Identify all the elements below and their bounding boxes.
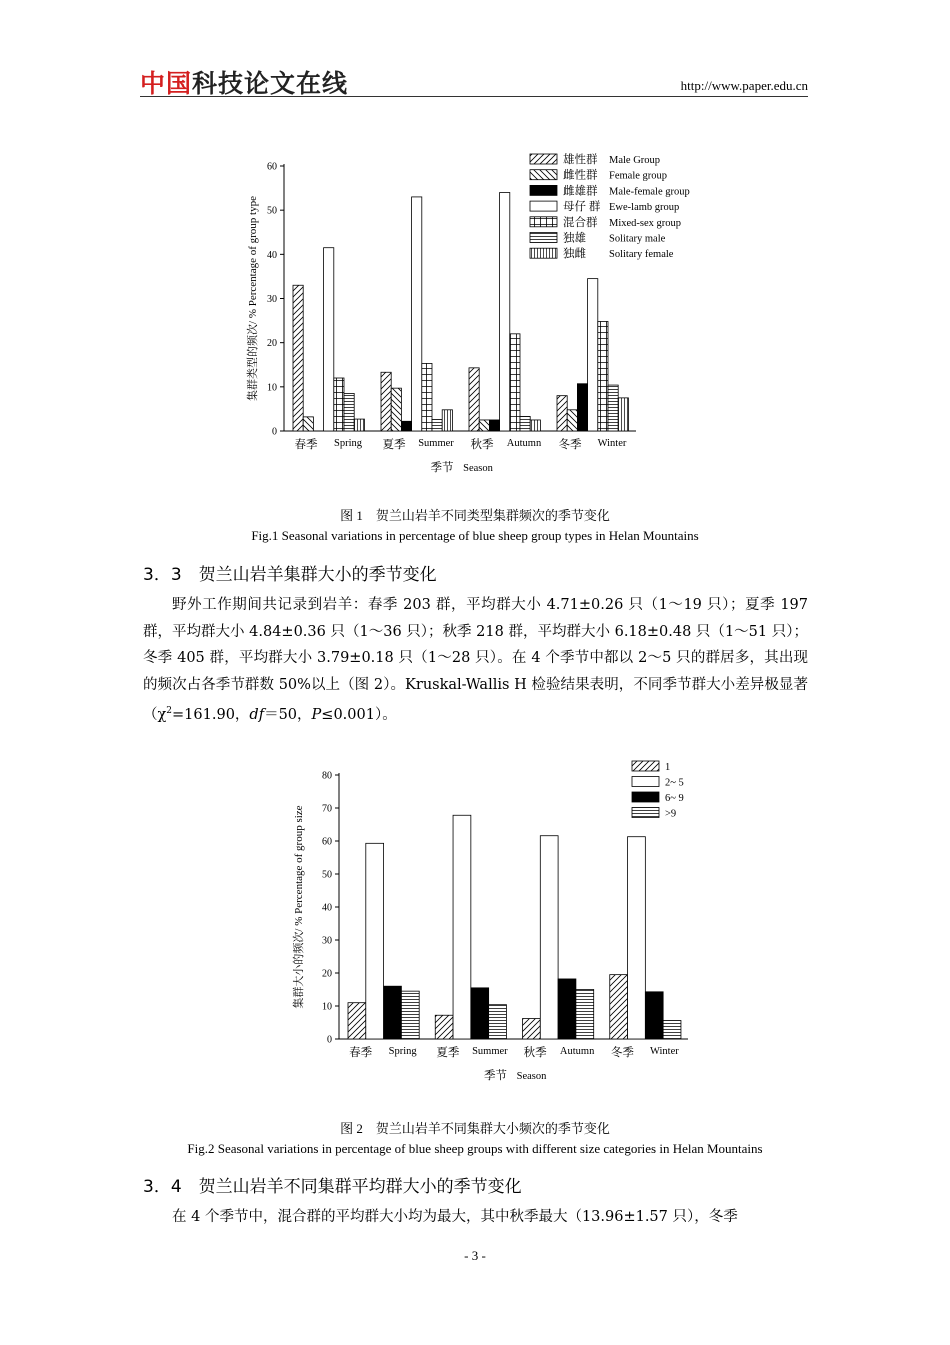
bar-autumn-5 — [520, 416, 530, 431]
bar-autumn-1 — [540, 836, 558, 1039]
bar-autumn-3 — [576, 990, 594, 1040]
bar-autumn-2 — [489, 420, 499, 431]
bar-summer-5 — [432, 420, 442, 431]
y-tick-label: 80 — [322, 770, 332, 782]
x-tick-label-cn: 春季 — [294, 439, 318, 451]
y-axis-label: 集群类型的频次/ % Percentage of group type — [247, 196, 259, 401]
logo-text: 科技论文在线 — [192, 69, 349, 98]
x-axis-label-en: Season — [516, 1071, 547, 1082]
bar-summer-4 — [422, 363, 432, 431]
legend-label-en: Solitary male — [609, 233, 666, 245]
legend-label-en: 6~ 9 — [665, 793, 684, 804]
bar-winter-0 — [610, 975, 628, 1039]
x-tick-label-cn: 秋季 — [523, 1047, 547, 1059]
section-3-4-paragraph: 在 4 个季节中，混合群的平均群大小均为最大，其中秋季最大（13.96±1.57 只），冬季 — [172, 1209, 738, 1225]
bar-summer-6 — [442, 410, 452, 431]
bar-winter-3 — [663, 1021, 681, 1039]
legend-label-en: Solitary female — [609, 249, 674, 261]
p-label: P — [311, 706, 322, 723]
x-tick-label-en: Winter — [650, 1046, 679, 1057]
legend-label-en: Ewe-lamb group — [609, 202, 680, 214]
x-axis-label-cn: 季节 — [430, 462, 454, 474]
bar-summer-3 — [412, 197, 422, 431]
legend-label-cn: 独雄 — [563, 232, 586, 245]
df-label: df — [249, 706, 265, 723]
bar-spring-6 — [354, 419, 364, 431]
legend-swatch — [530, 170, 557, 180]
legend-swatch — [530, 248, 557, 258]
x-tick-label-cn: 夏季 — [382, 439, 406, 451]
chi-symbol: χ — [157, 706, 167, 723]
bar-spring-0 — [293, 285, 303, 431]
bar-spring-5 — [344, 393, 354, 431]
x-tick-label-en: Spring — [388, 1046, 417, 1057]
bar-spring-0 — [348, 1003, 366, 1039]
x-tick-label-en: Summer — [472, 1046, 508, 1057]
y-tick-label: 60 — [322, 836, 332, 848]
bar-autumn-2 — [558, 979, 576, 1039]
y-tick-label: 20 — [322, 968, 332, 980]
y-tick-label: 50 — [267, 205, 277, 217]
y-tick-label: 40 — [322, 902, 332, 914]
bar-autumn-4 — [510, 334, 520, 431]
chi-superscript: 2 — [166, 706, 173, 716]
legend-label-en: >9 — [665, 808, 677, 820]
journal-logo — [140, 64, 348, 100]
bar-winter-2 — [577, 384, 587, 431]
y-tick-label: 10 — [322, 1001, 332, 1013]
legend-swatch — [530, 233, 557, 243]
chi-value: =161.90， — [172, 706, 250, 723]
p-value: ≤0.001）。 — [321, 706, 397, 723]
bar-autumn-0 — [523, 1019, 541, 1039]
bar-spring-1 — [303, 417, 313, 431]
y-tick-label: 30 — [267, 294, 277, 305]
x-tick-label-en: Spring — [333, 438, 363, 449]
bar-winter-4 — [598, 321, 608, 431]
bar-winter-5 — [608, 385, 618, 431]
page-number: - 3 - — [464, 1248, 486, 1263]
legend-label-en: Female group — [609, 170, 668, 182]
section-3-4-heading: 3．4 贺兰山岩羊不同集群平均群大小的季节变化 — [143, 1177, 522, 1197]
bar-winter-2 — [645, 992, 663, 1039]
bar-winter-6 — [618, 398, 628, 431]
bar-summer-1 — [453, 815, 471, 1039]
legend-label-cn: 雌性群 — [563, 169, 598, 182]
bar-spring-3 — [324, 248, 334, 431]
bar-spring-3 — [401, 991, 419, 1039]
y-tick-label: 30 — [322, 935, 332, 947]
bar-winter-3 — [588, 279, 598, 431]
figure-1-caption-en: Fig.1 Seasonal variations in percentage of blue sheep group types in Helan Mountains — [251, 528, 699, 543]
y-tick-label: 0 — [327, 1034, 332, 1046]
figure-2-caption-en: Fig.2 Seasonal variations in percentage of blue sheep groups with different size categories in Helan Mountains — [187, 1141, 763, 1156]
x-tick-label-en: Autumn — [559, 1046, 595, 1057]
bar-summer-1 — [391, 388, 401, 431]
legend-swatch — [530, 154, 557, 164]
figure-2-chart — [0, 750, 950, 1095]
legend-swatch — [632, 777, 659, 787]
legend-swatch — [530, 185, 557, 195]
legend-label-en: 1 — [665, 762, 671, 773]
legend-label-cn: 独雌 — [563, 248, 586, 261]
bar-autumn-6 — [530, 420, 540, 431]
bar-winter-0 — [557, 396, 567, 431]
x-tick-label-cn: 秋季 — [470, 439, 494, 451]
legend-swatch — [632, 792, 659, 802]
section-3-3-heading: 3．3 贺兰山岩羊集群大小的季节变化 — [143, 565, 437, 585]
legend-label-cn: 雌雄群 — [563, 185, 598, 198]
y-tick-label: 10 — [267, 382, 277, 394]
bar-winter-1 — [628, 837, 646, 1039]
legend-label-en: 2~ 5 — [665, 777, 684, 789]
df-value: ＝50， — [264, 706, 312, 723]
section-3-3-paragraph — [143, 592, 808, 728]
y-tick-label: 0 — [272, 426, 277, 438]
legend-swatch — [632, 761, 659, 771]
figure-2-caption-cn: 图 2 贺兰山岩羊不同集群大小频次的季节变化 — [340, 1121, 610, 1136]
legend-swatch — [530, 201, 557, 211]
header-divider — [140, 96, 808, 97]
bar-spring-4 — [334, 378, 344, 431]
y-tick-label: 20 — [267, 338, 277, 350]
x-tick-label-cn: 春季 — [349, 1047, 373, 1059]
bar-spring-2 — [384, 986, 402, 1039]
y-tick-label: 50 — [322, 869, 332, 881]
figure-1-chart — [0, 140, 950, 485]
legend-label-cn: 雄性群 — [563, 154, 598, 166]
bar-spring-1 — [366, 843, 384, 1039]
legend-swatch — [530, 217, 557, 227]
x-tick-label-en: Autumn — [506, 438, 542, 449]
bar-autumn-0 — [469, 368, 479, 431]
legend-label-en: Mixed-sex group — [609, 217, 682, 229]
x-tick-label-cn: 冬季 — [610, 1047, 634, 1059]
bar-winter-1 — [567, 410, 577, 431]
x-tick-label-en: Summer — [418, 438, 454, 449]
bar-summer-3 — [489, 1005, 507, 1039]
legend-label-en: Male Group — [609, 155, 661, 166]
bar-autumn-3 — [500, 193, 510, 432]
header-url[interactable]: http://www.paper.edu.cn — [680, 78, 808, 93]
logo-red-text: 中国 — [140, 69, 193, 98]
legend-label-cn: 混合群 — [563, 216, 598, 229]
bar-summer-2 — [471, 988, 489, 1039]
legend-label-cn: 母仔 群 — [563, 201, 601, 214]
bar-summer-0 — [381, 372, 391, 431]
y-axis-label: 集群大小的频次/ % Percentage of group size — [293, 805, 305, 1009]
x-axis-label-cn: 季节 — [484, 1070, 507, 1082]
bar-summer-2 — [401, 421, 411, 431]
bar-autumn-1 — [479, 420, 489, 431]
y-tick-label: 60 — [267, 161, 277, 173]
y-tick-label: 40 — [267, 249, 277, 261]
legend-label-en: Male-female group — [609, 186, 690, 198]
para-text: 野外工作期间共记录到岩羊：春季 203 群，平均群大小 4.71±0.26 只（1～19 只）；夏季 197 群，平均群大小 4.84±0.36 只（1～36 只）；秋季 218 群，平均群大小 6.18±0.48 只（1～51 只）；冬季 405 群，平均群大小 3.79±0.18 只（1～28 只）。在 4 个季节中都以 2～5 只的群居多，其出现的频次占各季节群数 50%以上（图 2）。Kruskal-Wallis H 检验结果表明，不同季节群大小差异极显著（ — [143, 597, 808, 723]
figure-1-caption-cn: 图 1 贺兰山岩羊不同类型集群频次的季节变化 — [340, 508, 610, 523]
x-tick-label-cn: 冬季 — [558, 439, 582, 451]
x-tick-label-cn: 夏季 — [436, 1047, 460, 1059]
x-tick-label-en: Winter — [597, 438, 627, 449]
x-axis-label-en: Season — [463, 463, 493, 474]
bar-summer-0 — [435, 1015, 453, 1039]
y-tick-label: 70 — [322, 803, 332, 815]
legend-swatch — [632, 808, 659, 818]
